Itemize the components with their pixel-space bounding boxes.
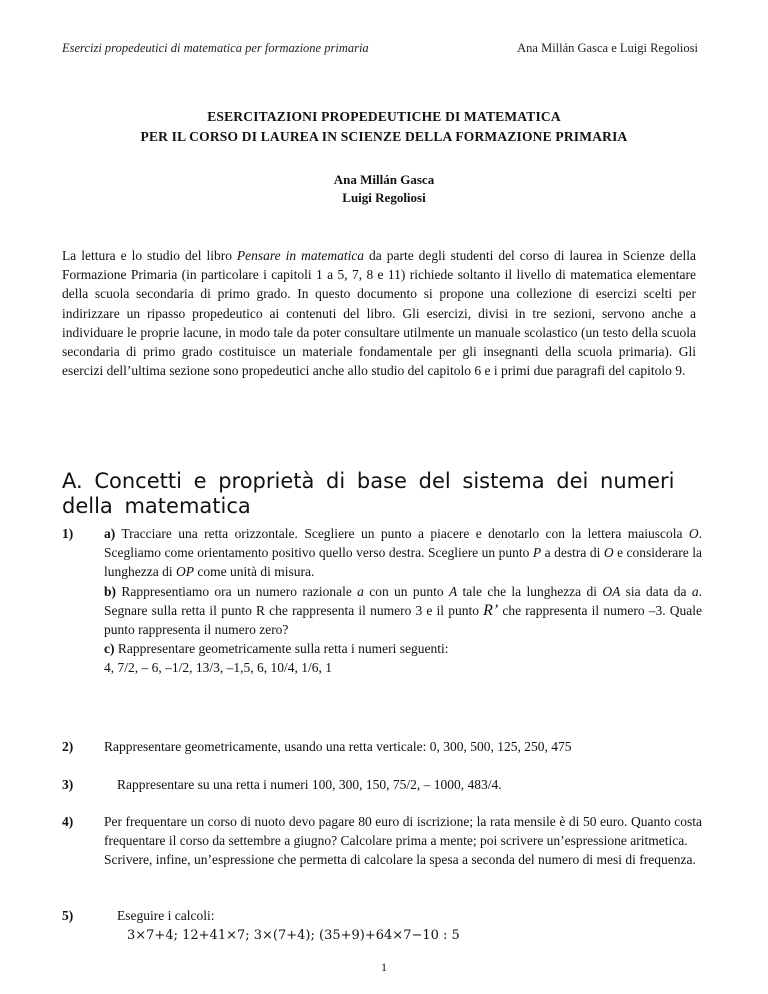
author-1: Ana Millán Gasca	[333, 172, 435, 187]
part-a-text: . Scegliamo come orientamento positivo quello verso destra. Scegliere un punto	[104, 526, 702, 561]
part-a-label: a)	[104, 526, 116, 541]
intro-paragraph	[62, 246, 696, 380]
math-var: O	[688, 526, 699, 541]
part-b-text: con un punto	[363, 583, 449, 599]
part-b-text: che rappresenta il numero –3. Quale punto rappresenta il numero zero?	[104, 602, 703, 638]
intro-text-after: da parte degli studenti del corso di laurea in Scienze della Formazione Primaria (in particolare i capitoli 1 a 5, 7, 8 e 11) richiede soltanto il livello di matematica elementare della scuola secondaria di primo grado. In questo documento si propone una collezione di esercizi scelti per indirizzare un ripasso propedeutico ai contenuti del libro. Gli esercizi, divisi in tre sezioni, servono anche a individuare le proprie lacune, in modo tale da poter consultare utilmente un manuale scolastico (un testo della scuola secondaria di primo grado costituisce un materiale fondamentale per gli insegnanti della scuola primaria). Gli esercizi dell’ultima sezione sono propedeutici anche allo studio del capitolo 6 e i primi due paragrafi del capitolo 9.	[62, 248, 696, 379]
section-a-heading: A. Concetti e proprietà di base del sistema dei numeri della matematica	[62, 469, 675, 518]
exercise-number: 4)	[62, 814, 74, 829]
exercise-number: 1)	[62, 526, 74, 541]
math-var: O	[603, 545, 614, 561]
exercise-number: 3)	[62, 777, 74, 792]
part-c-text: Rappresentare geometricamente sulla retta i numeri seguenti:	[114, 641, 449, 657]
author-2: Luigi Regoliosi	[342, 190, 426, 205]
exercise-body	[104, 524, 702, 678]
math-var: OP	[175, 564, 194, 580]
math-expression: 3×7+4; 12+41×7; 3×(7+4); (35+9)+64×7−10 : 5	[127, 928, 460, 944]
part-a-text: come unità di misura.	[193, 564, 315, 580]
document-title-line-2: PER IL CORSO DI LAUREA IN SCIENZE DELLA FORMAZIONE PRIMARIA	[140, 129, 628, 144]
exercise-number: 2)	[62, 739, 74, 754]
part-a-text: Tracciare una retta orizzontale. Scegliere un punto a piacere e denotarlo con la lettera maiuscola	[115, 526, 689, 541]
exercise-text: Per frequentare un corso di nuoto devo pagare 80 euro di iscrizione; la rata mensile è di 50 euro. Quanto costa frequentare il corso da settembre a giugno? Calcolare prima a mente; poi scrivere un’espressione aritmetica.	[104, 814, 702, 849]
document-title-line-1: ESERCITAZIONI PROPEDEUTICHE DI MATEMATICA	[207, 109, 561, 124]
exercise-text: Scrivere, infine, un’espressione che permetta di calcolare la spesa a seconda del numero di mesi di frequenza.	[104, 852, 696, 868]
number-list: 4, 7/2, – 6, –1/2, 13/3, –1,5, 6, 10/4, 1/6, 1	[104, 660, 333, 676]
running-header-authors: Ana Millán Gasca e Luigi Regoliosi	[517, 41, 698, 55]
math-var: P	[532, 545, 542, 561]
exercise-number: 5)	[62, 908, 74, 923]
exercise-body	[104, 812, 702, 870]
part-b-text: . Segnare sulla retta il punto R che rappresenta il numero 3 e il punto	[104, 583, 702, 618]
math-var: R’	[483, 601, 499, 619]
part-b-text: tale che la lunghezza di	[457, 583, 603, 599]
intro-text-before: La lettura e lo studio del libro	[62, 248, 237, 263]
math-var: OA	[602, 583, 621, 599]
exercise-body: Rappresentare su una retta i numeri 100, 300, 150, 75/2, – 1000, 483/4.	[117, 777, 502, 792]
part-b-text: sia data da	[620, 583, 692, 599]
math-var: a	[691, 583, 699, 599]
part-b-label: b)	[104, 583, 117, 599]
exercise-text: Eseguire i calcoli:	[117, 908, 215, 923]
exercise-body: Rappresentare geometricamente, usando una retta verticale: 0, 300, 500, 125, 250, 475	[104, 739, 572, 754]
part-a-text: a destra di	[541, 545, 604, 561]
part-a-text: e considerare la lunghezza di	[104, 545, 702, 580]
page-number: 1	[381, 960, 387, 974]
part-b-text: Rappresentiamo ora un numero razionale	[116, 583, 358, 599]
math-var: A	[448, 583, 458, 599]
running-header-title: Esercizi propedeutici di matematica per formazione primaria	[62, 41, 369, 55]
intro-book-title: Pensare in matematica	[236, 248, 365, 263]
math-var: a	[357, 583, 364, 599]
exercise-body	[117, 906, 715, 945]
part-c-label: c)	[104, 641, 115, 657]
